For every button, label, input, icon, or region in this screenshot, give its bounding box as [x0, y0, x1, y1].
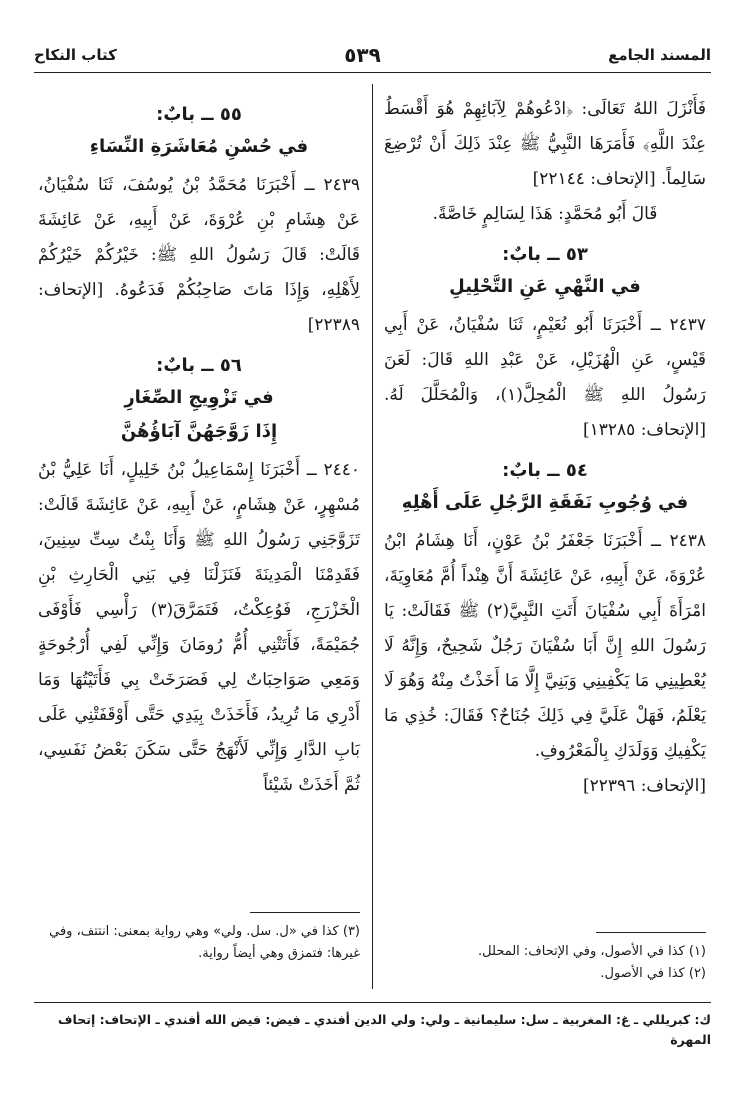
bab-55-title: في حُسْنِ مُعَاشَرَةِ النِّسَاءِ	[89, 136, 309, 157]
right-footnotes	[384, 914, 706, 985]
hadith-2437: ٢٤٣٧ ــ أَخْبَرَنَا أَبُو نُعَيْمٍ، ثَنَا سُفْيَانُ، عَنْ أَبِي قَيْسٍ، عَنِ الْهُزَيْلِ، عَنْ عَبْدِ اللهِ قَالَ: لَعَنَ رَسُولُ اللهِ ﷺ الْمُحِلَّ(١)، وَالْمُحَلَّلَ لَهُ. [الإتحاف: ١٣٢٨٥]	[384, 315, 706, 440]
footnote-1: (١) كذا في الأصول، وفي الإتحاف: المحلل.	[478, 944, 706, 959]
page-number: ٥٣٩	[344, 43, 381, 67]
hadith-2438: ٢٤٣٨ ــ أَخْبَرَنَا جَعْفَرُ بْنُ عَوْنٍ، أَنَا هِشَامُ ابْنُ عُرْوَةَ، عَنْ أَبِيهِ، عَنْ عَائِشَةَ أَنَّ هِنْداً أُمَّ مُعَاوِيَةَ، امْرَأَةَ أَبِي سُفْيَانَ أَتَتِ النَّبِيَّ(٢) ﷺ فَقَالَتْ: يَا رَسُولَ اللهِ إِنَّ أَبَا سُفْيَانَ رَجُلٌ شَحِيحٌ، وَإِنَّهُ لَا يُعْطِينِي مَا يَكْفِينِي وَبَنِيَّ إِلَّا مَا أَخَذْتُ مِنْهُ وَهُوَ لَا يَعْلَمُ، فَهَلْ عَلَيَّ فِي ذَلِكَ جُنَاحٌ؟ فَقَالَ: خُذِي مَا يَكْفِيكِ وَوَلَدَكِ بِالْمَعْرُوفِ.	[384, 531, 707, 761]
book-title: المسند الجامع	[608, 46, 711, 64]
footnote-3: (٣) كذا في «ل. سل. ولي» وهي رواية بمعنى: انتتف، وفي غيرها: فتمزق وهي أيضاً رواية.	[49, 924, 360, 961]
footnote-rule	[250, 912, 360, 913]
bab-56-title-line-2: إِذَا زَوَّجَهُنَّ آبَاؤُهُنَّ	[120, 421, 278, 442]
column-divider	[372, 84, 373, 989]
abu-muhammad-note: قَالَ أَبُو مُحَمَّدٍ: هَذَا لِسَالِمٍ خَاصَّةً.	[432, 204, 658, 224]
footnote-2: (٢) كذا في الأصول.	[600, 966, 706, 981]
header-rule	[34, 72, 711, 73]
footnote-rule	[596, 932, 706, 933]
left-column	[38, 92, 360, 803]
footer-rule	[34, 1002, 711, 1003]
right-column	[384, 92, 706, 804]
hadith-2440: ٢٤٤٠ ــ أَخْبَرَنَا إِسْمَاعِيلُ بْنُ خَلِيلٍ، أَنَا عَلِيُّ بْنُ مُسْهِرٍ، عَنْ هِشَامٍ، عَنْ أَبِيهِ، عَنْ عَائِشَةَ قَالَتْ: تَزَوَّجَنِي رَسُولُ اللهِ ﷺ وَأَنَا بِنْتُ سِتِّ سِنِينَ، فَقَدِمْنَا الْمَدِينَةَ فَنَزَلْنَا فِي بَنِي الْحَارِثِ بْنِ الْخَزْرَجِ، فَوُعِكْتُ، فَتَمَرَّقَ(٣) رَأْسِي فَأَوْفَى جُمَيْمَةً، فَأَتَتْنِي أُمُّ رُومَانَ وَإِنِّي لَفِي أُرْجُوحَةٍ وَمَعِي صَوَاحِبَاتٌ لِي فَصَرَخَتْ بِي فَأَتَيْتُهَا وَمَا أَدْرِي مَا تُرِيدُ، فَأَخَذَتْ بِيَدِي حَتَّى أَوْقَفَتْنِي عَلَى بَابِ الدَّارِ وَإِنِّي لَأَنْهَجُ حَتَّى سَكَنَ بَعْضُ نَفَسِي، ثُمَّ أَخَذَتْ شَيْئاً	[38, 460, 360, 795]
hadith-2438-reference: [الإتحاف: ٢٢٣٩٦]	[583, 776, 706, 796]
abbreviations-footer: ك: كبريللي ـ غ: المغربية ـ سل: سليمانية ـ ولي: ولي الدين أفندي ـ فيض: فيض الله أفندي ـ الإتحاف: إتحاف المهرة	[58, 1012, 711, 1047]
chapter-title: كتاب النكاح	[34, 46, 117, 64]
bab-54-title: في وُجُوبِ نَفَقَةِ الرَّجُلِ عَلَى أَهْلِهِ	[401, 492, 689, 513]
bab-53-title: في النَّهْيِ عَنِ التَّحْلِيلِ	[449, 276, 641, 297]
page-header	[34, 40, 711, 70]
hadith-2439: ٢٤٣٩ ــ أَخْبَرَنَا مُحَمَّدُ بْنُ يُوسُفَ، ثَنَا سُفْيَانُ، عَنْ هِشَامِ بْنِ عُرْوَةَ، عَنْ أَبِيهِ، عَنْ عَائِشَةَ قَالَتْ: قَالَ رَسُولُ اللهِ ﷺ: خَيْرُكُمْ خَيْرُكُمْ لِأَهْلِهِ، وَإِذَا مَاتَ صَاحِبُكُمْ فَدَعُوهُ. [الإتحاف: ٢٢٣٨٩]	[38, 175, 360, 335]
left-footnotes	[38, 894, 360, 965]
bab-56-title-line-1: في تَزْوِيجِ الصِّغَارِ	[124, 387, 274, 408]
bab-53-label: ٥٣ ــ بابٌ:	[502, 244, 588, 265]
bab-56-label: ٥٦ ــ بابٌ:	[156, 355, 242, 376]
bab-54-label: ٥٤ ــ بابٌ:	[502, 460, 588, 481]
bab-55-label: ٥٥ ــ بابٌ:	[156, 104, 242, 125]
hadith-continuation: فَأَنْزَلَ اللهُ تَعَالَى: ﴿ادْعُوهُمْ لِآبَائِهِمْ هُوَ أَقْسَطُ عِنْدَ اللَّهِ﴾ فَأَمَرَهَا النَّبِيُّ ﷺ عِنْدَ ذَلِكَ أَنْ تُرْضِعَ سَالِماً. [الإتحاف: ٢٢١٤٤]	[384, 99, 706, 189]
